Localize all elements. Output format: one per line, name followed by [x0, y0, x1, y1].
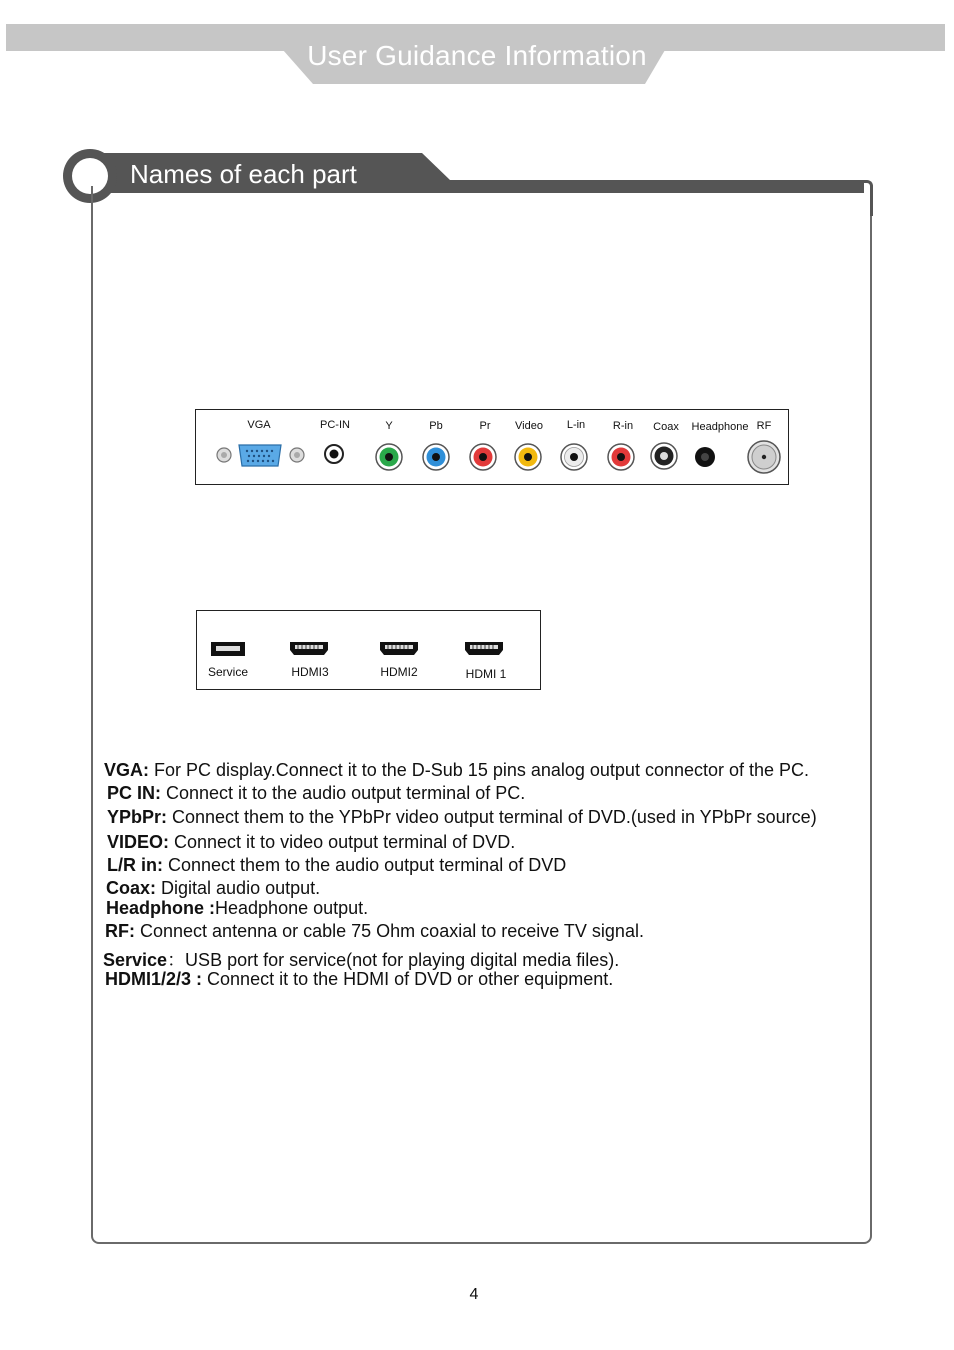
- port-label-hdmi2: HDMI2: [380, 665, 418, 679]
- desc-term: VIDEO:: [107, 832, 170, 852]
- port-label-hdmi3: HDMI3: [291, 665, 329, 679]
- description-headphone: [106, 898, 368, 919]
- port-label-hdmi1: HDMI 1: [465, 667, 507, 681]
- desc-text: Connect it to the audio output terminal of PC.: [161, 783, 526, 803]
- rca-red-icon: [606, 442, 636, 472]
- port-label-service: Service: [207, 665, 249, 679]
- side-connector-panel: [196, 610, 541, 690]
- hdmi-port-icon: [464, 640, 504, 658]
- desc-term: HDMI1/2/3 :: [105, 969, 203, 989]
- desc-term: RF:: [105, 921, 135, 941]
- port-label-coax: Coax: [653, 421, 679, 433]
- description-vga: [104, 760, 809, 781]
- port-label-headphone: Headphone: [691, 421, 749, 433]
- desc-term: VGA:: [104, 760, 149, 780]
- desc-text: Digital audio output.: [156, 878, 321, 898]
- section-title: Names of each part: [130, 159, 357, 189]
- desc-text: For PC display.Connect it to the D-Sub 15 pins analog output connector of the PC.: [149, 760, 810, 780]
- description-hdmi: [105, 969, 613, 990]
- port-label-pc-in: PC-IN: [320, 419, 350, 431]
- description-lr-in: [107, 855, 566, 876]
- desc-text: Connect it to the HDMI of DVD or other equipment.: [202, 969, 614, 989]
- port-label-rf: RF: [756, 420, 772, 432]
- rca-blue-icon: [421, 442, 451, 472]
- rca-yellow-icon: [513, 442, 543, 472]
- rca-white-icon: [559, 442, 589, 472]
- port-label-vga: VGA: [247, 419, 271, 431]
- rca-black-icon: [649, 441, 679, 471]
- content-frame: [91, 186, 872, 1244]
- audio-jack-icon: [323, 443, 345, 465]
- hdmi-port-icon: [289, 640, 329, 658]
- vga-port-icon: [215, 444, 309, 468]
- rear-connector-panel: [195, 409, 789, 485]
- desc-term: L/R in:: [107, 855, 163, 875]
- hdmi-port-icon: [379, 640, 419, 658]
- port-label-r-in: R-in: [612, 420, 634, 432]
- usb-port-icon: [210, 640, 246, 658]
- rca-red-icon: [468, 442, 498, 472]
- page-title: User Guidance Information: [307, 40, 647, 71]
- frame-corner: [864, 180, 873, 216]
- port-label-video: Video: [515, 420, 543, 432]
- desc-text: Connect it to video output terminal of DVD.: [169, 832, 516, 852]
- description-coax: [106, 878, 320, 899]
- desc-term: YPbPr:: [107, 807, 168, 827]
- desc-text: Headphone output.: [215, 898, 369, 918]
- port-label-pb: Pb: [429, 420, 443, 432]
- desc-text: ：USB port for service(not for playing digital media files).: [167, 950, 620, 970]
- rca-green-icon: [374, 442, 404, 472]
- port-label-l-in: L-in: [566, 419, 586, 431]
- desc-term: Coax:: [106, 878, 157, 898]
- port-label-pr: Pr: [479, 420, 491, 432]
- port-label-y: Y: [385, 420, 393, 432]
- description-video: [107, 832, 515, 853]
- desc-text: Connect them to the audio output terminal of DVD: [163, 855, 567, 875]
- desc-text: Connect them to the YPbPr video output terminal of DVD.(used in YPbPr source): [167, 807, 817, 827]
- desc-text: Connect antenna or cable 75 Ohm coaxial to receive TV signal.: [135, 921, 644, 941]
- description-ypbpr: [107, 807, 817, 828]
- desc-term: Service: [103, 950, 168, 970]
- description-pc-in: [107, 783, 525, 804]
- headphone-jack-icon: [693, 445, 717, 469]
- rf-connector-icon: [745, 438, 783, 476]
- desc-term: PC IN:: [107, 783, 161, 803]
- page-number: 4: [469, 1286, 479, 1303]
- desc-term: Headphone :: [106, 898, 216, 918]
- description-rf: [105, 921, 644, 942]
